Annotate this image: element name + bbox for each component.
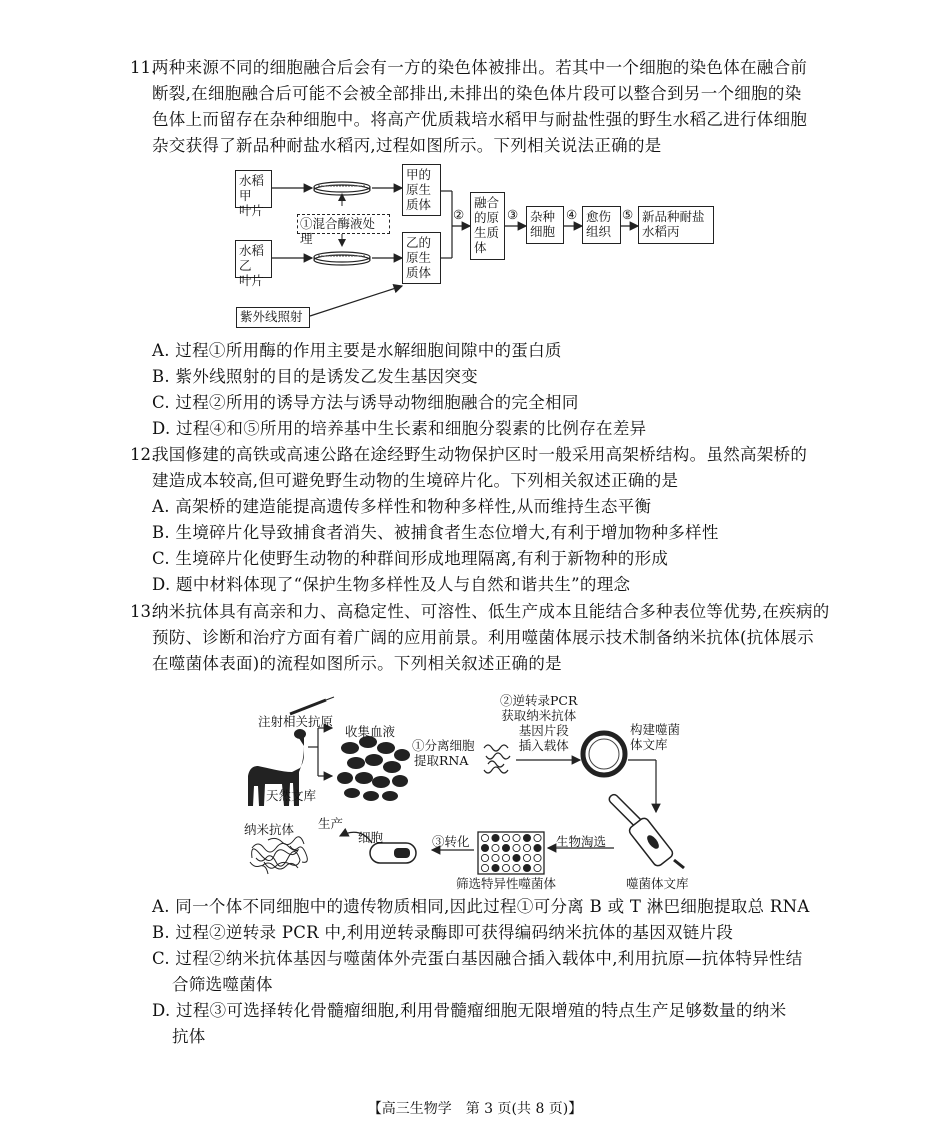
plate-well <box>513 864 520 871</box>
plate-well <box>523 844 530 851</box>
step3-label: ③ <box>507 207 519 222</box>
q12-stem-line: 我国修建的高铁或高速公路在途经野生动物保护区时一般采用高架桥结构。虽然高架桥的 <box>152 445 808 464</box>
plate-well <box>481 844 488 851</box>
nanobody-label: 纳米抗体 <box>244 822 295 837</box>
step2-label: ② <box>453 207 465 222</box>
q13-option-c-cont: 合筛选噬菌体 <box>172 975 273 994</box>
inject-label: 注射相关抗原 <box>258 714 334 729</box>
newrice-label: 新品种耐盐 <box>642 209 705 224</box>
q11-option-d: D. 过程④和⑤所用的培养基中生长素和细胞分裂素的比例存在差异 <box>152 419 647 438</box>
fused-label: 融合 <box>474 195 500 210</box>
q11-stem-line: 色体上而留存在杂种细胞中。将高产优质栽培水稻甲与耐盐性强的野生水稻乙进行体细胞 <box>152 110 808 129</box>
q12-option-c: C. 生境碎片化使野生动物的种群间形成地理隔离,有利于新物种的形成 <box>152 549 669 568</box>
plate-well <box>534 844 541 851</box>
q13-number: 13. <box>130 602 157 621</box>
step5-label: ⑤ <box>622 207 634 222</box>
plate-well <box>481 834 488 841</box>
plate-well <box>481 854 488 861</box>
plate-well <box>523 834 530 841</box>
q11-stem-line: 两种来源不同的细胞融合后会有一方的染色体被排出。若其中一个细胞的染色体在融合前 <box>152 58 808 77</box>
callus-label: 组织 <box>586 224 612 239</box>
natural-library-label: 天然文库 <box>266 788 317 803</box>
q12-option-d: D. 题中材料体现了“保护生物多样性及人与自然和谐共生”的理念 <box>152 575 631 594</box>
step2-line: 基因片段 <box>518 723 569 738</box>
plate-well <box>513 844 520 851</box>
plate-well <box>492 844 499 851</box>
fused-label: 体 <box>474 240 487 255</box>
step2-label <box>500 693 577 753</box>
plate-well <box>502 854 509 861</box>
step1-label <box>412 738 475 768</box>
q12-option-b: B. 生境碎片化导致捕食者消失、被捕食者生态位增大,有利于增加物种多样性 <box>152 523 719 542</box>
hybrid-label: 细胞 <box>530 224 556 239</box>
produce-label: 生产 <box>318 816 344 831</box>
proto-b-label: 原生 <box>406 250 432 265</box>
plate-well <box>492 834 499 841</box>
plate-well <box>502 864 509 871</box>
hybrid-label: 杂种 <box>530 209 556 224</box>
step2-line: 获取纳米抗体 <box>501 708 577 723</box>
proto-b-label: 质体 <box>406 265 432 280</box>
q11-stem-line: 断裂,在细胞融合后可能不会被全部排出,未排出的染色体片段可以整合到另一个细胞的染 <box>152 84 802 103</box>
rice-a-label: 水稻甲 <box>239 173 265 203</box>
q13-option-d-cont: 抗体 <box>172 1027 206 1046</box>
cell-label: 细胞 <box>358 830 384 845</box>
build-label <box>630 722 680 752</box>
q11-option-a: A. 过程①所用酶的作用主要是水解细胞间隙中的蛋白质 <box>152 341 562 360</box>
plate-well <box>492 854 499 861</box>
q11-option-c: C. 过程②所用的诱导方法与诱导动物细胞融合的完全相同 <box>152 393 579 412</box>
step2-line: 插入载体 <box>518 738 569 753</box>
panning-label: 生物淘选 <box>556 834 607 849</box>
build-line: 构建噬菌 <box>630 722 681 737</box>
q12-stem-line: 建造成本较高,但可避免野生动物的生境碎片化。下列相关叙述正确的是 <box>152 471 679 490</box>
q13-stem-line: 纳米抗体具有高亲和力、高稳定性、可溶性、低生产成本且能结合多种表位等优势,在疾病的 <box>152 602 830 621</box>
plate-well <box>513 834 520 841</box>
rice-a-label: 叶片 <box>239 203 265 218</box>
collect-label: 收集血液 <box>345 724 396 739</box>
step1-line: 提取RNA <box>414 753 469 768</box>
enzyme-label: ①混合酶液处理 <box>300 216 376 246</box>
build-line: 体文库 <box>630 737 668 752</box>
q13-option-a: A. 同一个体不同细胞中的遗传物质相同,因此过程①可分离 B 或 T 淋巴细胞提取总 RNA <box>152 897 810 916</box>
plate-well <box>534 854 541 861</box>
proto-a-label: 原生 <box>406 182 432 197</box>
blood-cells-icon <box>337 736 410 801</box>
step4-label: ④ <box>566 207 578 222</box>
q11-option-b: B. 紫外线照射的目的是诱发乙发生基因突变 <box>152 367 478 386</box>
plate-well <box>523 854 530 861</box>
proto-b-label: 乙的 <box>406 235 432 250</box>
plate-well <box>534 834 541 841</box>
q12-option-a: A. 高架桥的建造能提高遗传多样性和物种多样性,从而维持生态平衡 <box>152 497 652 516</box>
rice-b-label: 水稻乙 <box>239 243 265 273</box>
syringe-icon <box>290 697 334 714</box>
step1-line: ①分离细胞 <box>412 738 475 753</box>
q11-stem-line: 杂交获得了新品种耐盐水稻丙,过程如图所示。下列相关说法正确的是 <box>152 136 662 155</box>
q13-option-c: C. 过程②纳米抗体基因与噬菌体外壳蛋白基因融合插入载体中,利用抗原—抗体特异性结 <box>152 949 803 968</box>
nanobody-icon <box>250 837 307 874</box>
q13-stem-line: 在噬菌体表面)的流程如图所示。下列相关叙述正确的是 <box>152 654 562 673</box>
phage-flask-icon <box>628 816 684 868</box>
plate-well <box>481 864 488 871</box>
newrice-label: 水稻丙 <box>642 224 680 239</box>
rice-b-label: 叶片 <box>239 273 265 288</box>
plate-well <box>513 854 520 861</box>
callus-label: 愈伤 <box>586 209 612 224</box>
screen-label: 筛选特异性噬菌体 <box>456 876 557 891</box>
q13-stem-line: 预防、诊断和治疗方面有着广阔的应用前景。利用噬菌体展示技术制备纳米抗体(抗体展示 <box>152 628 814 647</box>
q13-option-d: D. 过程③可选择转化骨髓瘤细胞,利用骨髓瘤细胞无限增殖的特点生产足够数量的纳米 <box>152 1001 787 1020</box>
plate-well <box>492 864 499 871</box>
plate-well <box>534 864 541 871</box>
q11-number: 11. <box>130 58 157 77</box>
fused-label: 生质 <box>474 225 500 240</box>
page-footer: 【高三生物学 第 3 页(共 8 页)】 <box>367 1101 583 1117</box>
plate-well <box>502 834 509 841</box>
proto-a-label: 质体 <box>406 197 432 212</box>
q13-option-b: B. 过程②逆转录 PCR 中,利用逆转录酶即可获得编码纳米抗体的基因双链片段 <box>152 923 734 942</box>
step3-label: ③转化 <box>432 834 470 849</box>
proto-a-label: 甲的 <box>406 167 432 182</box>
phage-library-label: 噬菌体文库 <box>626 876 689 891</box>
plate-well <box>523 864 530 871</box>
step2-line: ②逆转录PCR <box>500 693 578 708</box>
q12-number: 12. <box>130 445 157 464</box>
fused-label: 的原 <box>474 210 500 225</box>
plate-well <box>502 844 509 851</box>
uv-label: 紫外线照射 <box>240 309 303 324</box>
